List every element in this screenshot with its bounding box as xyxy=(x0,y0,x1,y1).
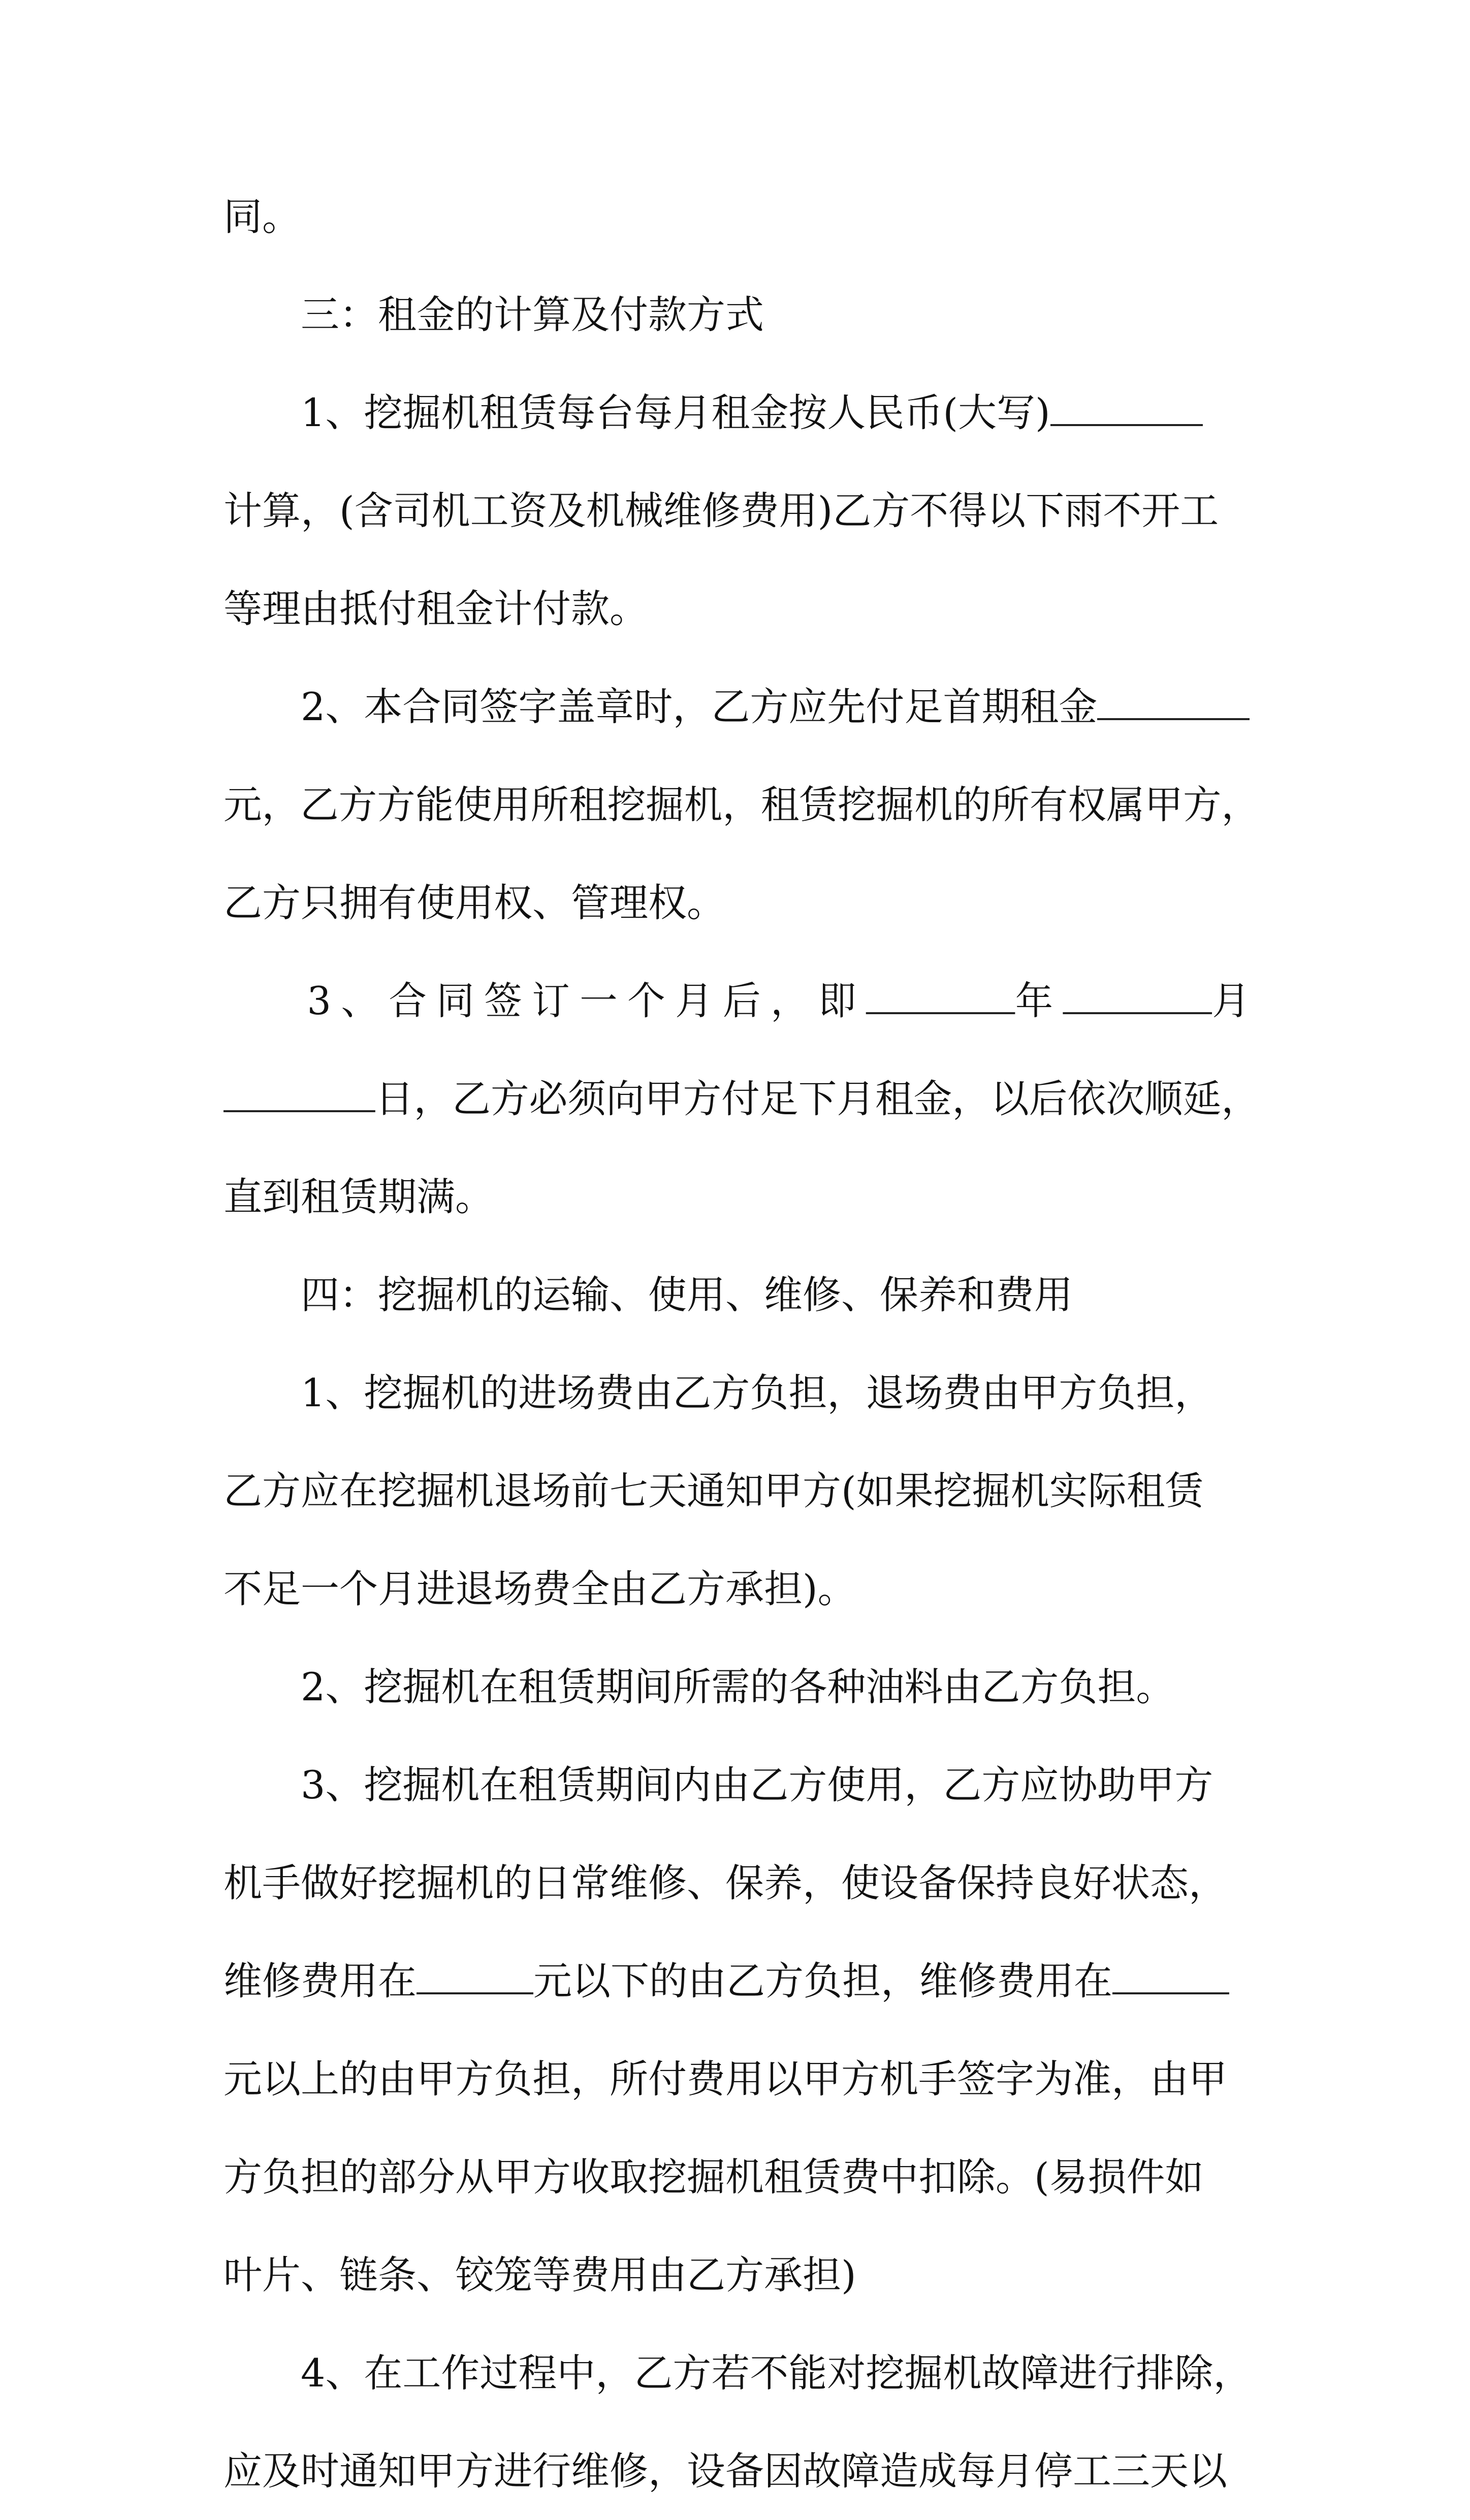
text-line xyxy=(223,1442,1260,1540)
text-line xyxy=(223,1540,1260,1638)
fill-blank-repair-low xyxy=(417,1961,533,1994)
line-text: 等理由抵付租金计付款。 xyxy=(223,586,648,631)
clause-line xyxy=(223,2324,1260,2422)
line-text: 元以上的由甲方负担，所付费用以甲方机手签字为准，由甲 xyxy=(223,2056,1227,2102)
clause-line xyxy=(223,658,1260,756)
line-text: 1、挖掘机的进场费由乙方负担，退场费由甲方负担， xyxy=(301,1370,1213,1415)
text-line xyxy=(223,2422,1260,2520)
text-line xyxy=(223,1834,1260,1932)
line-text: 直到租赁期满。 xyxy=(223,1174,494,1219)
fill-blank-year xyxy=(866,981,1015,1014)
line-text: 计算，(含司机工资及机械维修费用)乙方不得以下雨不开工 xyxy=(223,488,1219,533)
text-line xyxy=(223,168,1260,266)
text-line xyxy=(223,854,1260,952)
section-heading xyxy=(223,1246,1260,1344)
clause-line xyxy=(223,1344,1260,1442)
line-text: 同。 xyxy=(223,194,301,239)
line-text: 乙方应在挖掘机退场前七天通知甲方(如果挖掘机实际租赁 xyxy=(223,1468,1204,1513)
clause-line xyxy=(223,952,1260,1050)
clause-line xyxy=(223,1638,1260,1736)
fill-blank-first-payment xyxy=(1097,687,1250,720)
text-line xyxy=(223,1932,1260,2030)
line-text: 3、合同签订一个月后，即 xyxy=(307,978,867,1023)
fill-blank-month xyxy=(1063,981,1212,1014)
line-text: 日，乙方必须向甲方付足下月租金，以后依次顺延， xyxy=(375,1076,1260,1121)
line-text: 1、挖掘机租赁每台每月租金按人民币(大写) xyxy=(301,390,1050,435)
line-text: 应及时通知甲方进行维修，设备因故障造成每月停工三天以 xyxy=(223,2448,1227,2494)
section-title-maintenance: 四：挖掘机的运输、使用、维修、保养和费用 xyxy=(301,1272,1073,1317)
line-text: 乙方只拥有使用权、管理权。 xyxy=(223,880,725,925)
month-label: 月 xyxy=(1212,978,1260,1023)
section-heading xyxy=(223,266,1260,364)
line-text: 方负担的部分从甲方收取挖掘机租赁费中扣除。(易损件如 xyxy=(223,2154,1204,2200)
text-line xyxy=(223,2128,1260,2226)
line-text: 4、在工作过程中，乙方若不能对挖掘机故障进行排除， xyxy=(301,2350,1252,2396)
text-line xyxy=(223,2226,1260,2324)
section-title-rent: 三：租金的计算及付款方式 xyxy=(301,292,764,337)
fill-blank-day xyxy=(223,1079,375,1112)
fill-blank-rent-amount xyxy=(1050,393,1203,426)
clause-line xyxy=(223,364,1260,462)
text-line xyxy=(223,1050,1260,1148)
year-label: 年 xyxy=(1015,978,1063,1023)
line-text: 2、挖掘机在租赁期间所需的各种油料由乙方负担。 xyxy=(301,1664,1175,1709)
line-text: 叶片、链条、铰笼等费用由乙方承担) xyxy=(223,2252,856,2298)
document-body xyxy=(223,168,1260,2520)
line-text: 不足一个月进退场费全由乙方承担)。 xyxy=(223,1566,856,1611)
fill-blank-repair-high xyxy=(1112,1961,1229,1994)
line-text: 元以下的由乙方负担，维修费用在 xyxy=(533,1958,1112,2004)
text-line xyxy=(223,1148,1260,1246)
line-text: 2、本合同签字盖章时，乙方应先付足首期租金 xyxy=(301,684,1098,729)
line-text: 3、挖掘机在租赁期间内由乙方使用，乙方应协助甲方 xyxy=(301,1762,1213,1807)
line-text: 机手做好挖掘机的日常维修、保养，使设备保持良好状态， xyxy=(223,1860,1227,1905)
clause-line xyxy=(223,1736,1260,1834)
line-text: 元，乙方方能使用所租挖掘机，租赁挖掘机的所有权属甲方， xyxy=(223,782,1260,827)
text-line xyxy=(223,560,1260,658)
text-line xyxy=(223,756,1260,854)
text-line xyxy=(223,462,1260,560)
line-text: 维修费用在 xyxy=(223,1958,417,2004)
text-line xyxy=(223,2030,1260,2128)
